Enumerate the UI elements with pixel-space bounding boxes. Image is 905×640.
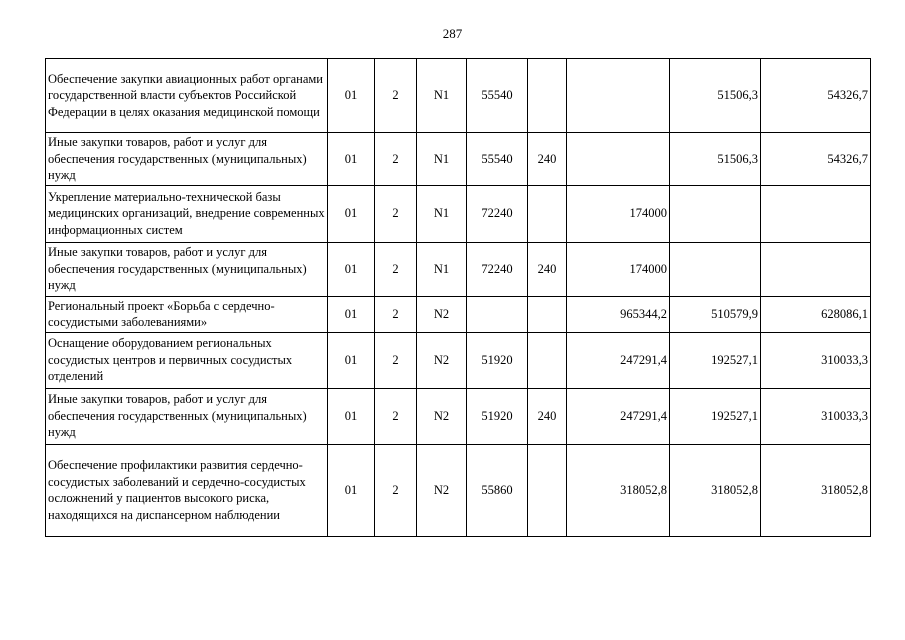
cell-amount-1: 318052,8 <box>567 444 670 536</box>
cell-subsection: 2 <box>375 388 417 444</box>
cell-amount-2: 192527,1 <box>670 388 761 444</box>
cell-direction: 55860 <box>467 444 528 536</box>
cell-subsection: 2 <box>375 185 417 242</box>
cell-amount-2: 318052,8 <box>670 444 761 536</box>
table-row <box>46 388 871 444</box>
cell-name: Укрепление материально-технической базы медицинских организаций, внедрение современных информационных систем <box>46 185 328 242</box>
cell-direction: 51920 <box>467 388 528 444</box>
table-row <box>46 332 871 388</box>
table-row <box>46 444 871 536</box>
cell-section: 01 <box>328 444 375 536</box>
cell-amount-2: 192527,1 <box>670 332 761 388</box>
cell-section: 01 <box>328 133 375 186</box>
cell-amount-3: 310033,3 <box>761 388 871 444</box>
cell-subsection: 2 <box>375 332 417 388</box>
cell-expense-type: 240 <box>528 388 567 444</box>
cell-amount-1 <box>567 59 670 133</box>
cell-project: N2 <box>417 444 467 536</box>
cell-amount-2: 510579,9 <box>670 296 761 332</box>
cell-project: N1 <box>417 185 467 242</box>
cell-amount-1: 965344,2 <box>567 296 670 332</box>
cell-subsection: 2 <box>375 444 417 536</box>
cell-direction: 72240 <box>467 185 528 242</box>
cell-section: 01 <box>328 332 375 388</box>
cell-name: Иные закупки товаров, работ и услуг для обеспечения государственных (муниципальных) нужд <box>46 242 328 296</box>
cell-expense-type: 240 <box>528 242 567 296</box>
cell-name: Обеспечение закупки авиационных работ органами государственной власти субъектов Российской Федерации в целях оказания медицинской помощи <box>46 59 328 133</box>
page-number: 287 <box>442 26 463 41</box>
table-row <box>46 133 871 186</box>
cell-section: 01 <box>328 242 375 296</box>
cell-expense-type <box>528 296 567 332</box>
cell-subsection: 2 <box>375 242 417 296</box>
cell-direction: 55540 <box>467 133 528 186</box>
table-row <box>46 296 871 332</box>
cell-amount-1: 174000 <box>567 185 670 242</box>
cell-amount-2: 51506,3 <box>670 59 761 133</box>
cell-expense-type <box>528 185 567 242</box>
cell-project: N1 <box>417 59 467 133</box>
cell-amount-3 <box>761 242 871 296</box>
cell-direction <box>467 296 528 332</box>
cell-project: N1 <box>417 133 467 186</box>
cell-section: 01 <box>328 296 375 332</box>
cell-subsection: 2 <box>375 133 417 186</box>
cell-amount-2 <box>670 242 761 296</box>
cell-subsection: 2 <box>375 59 417 133</box>
cell-amount-1 <box>567 133 670 186</box>
table-row <box>46 185 871 242</box>
cell-amount-3: 628086,1 <box>761 296 871 332</box>
cell-direction: 55540 <box>467 59 528 133</box>
cell-section: 01 <box>328 185 375 242</box>
cell-amount-3: 318052,8 <box>761 444 871 536</box>
budget-table <box>45 58 871 537</box>
cell-amount-2: 51506,3 <box>670 133 761 186</box>
cell-name: Иные закупки товаров, работ и услуг для обеспечения государственных (муниципальных) нужд <box>46 388 328 444</box>
cell-project: N1 <box>417 242 467 296</box>
cell-project: N2 <box>417 332 467 388</box>
cell-amount-3 <box>761 185 871 242</box>
cell-direction: 72240 <box>467 242 528 296</box>
cell-subsection: 2 <box>375 296 417 332</box>
cell-expense-type <box>528 332 567 388</box>
cell-name: Обеспечение профилактики развития сердечно-сосудистых заболеваний и сердечно-сосудистых осложнений у пациентов высокого риска, находящихся на диспансерном наблюдении <box>46 444 328 536</box>
cell-project: N2 <box>417 296 467 332</box>
cell-amount-2 <box>670 185 761 242</box>
cell-amount-1: 174000 <box>567 242 670 296</box>
cell-direction: 51920 <box>467 332 528 388</box>
cell-expense-type <box>528 59 567 133</box>
cell-name: Региональный проект «Борьба с сердечно-сосудистыми заболеваниями» <box>46 296 328 332</box>
cell-amount-3: 54326,7 <box>761 133 871 186</box>
cell-amount-1: 247291,4 <box>567 332 670 388</box>
cell-expense-type: 240 <box>528 133 567 186</box>
cell-name: Оснащение оборудованием региональных сосудистых центров и первичных сосудистых отделений <box>46 332 328 388</box>
cell-expense-type <box>528 444 567 536</box>
cell-name: Иные закупки товаров, работ и услуг для обеспечения государственных (муниципальных) нужд <box>46 133 328 186</box>
cell-amount-1: 247291,4 <box>567 388 670 444</box>
cell-project: N2 <box>417 388 467 444</box>
cell-section: 01 <box>328 388 375 444</box>
cell-section: 01 <box>328 59 375 133</box>
cell-amount-3: 54326,7 <box>761 59 871 133</box>
table-row <box>46 242 871 296</box>
table-row <box>46 59 871 133</box>
cell-amount-3: 310033,3 <box>761 332 871 388</box>
